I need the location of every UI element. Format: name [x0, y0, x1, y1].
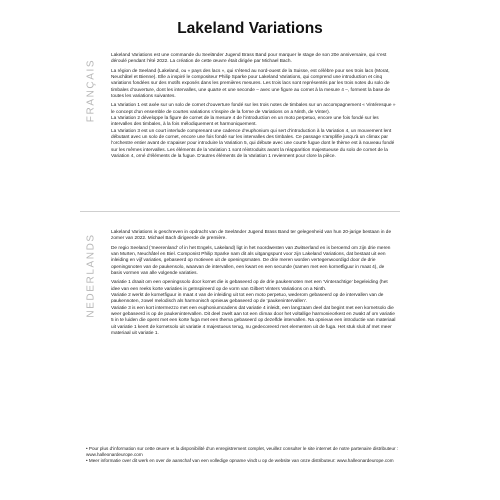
dutch-paragraph-2: De regio Seeland (‘meerenland’ of in het Engels, Lakeland) ligt in het noordwesten van Zwitserland en is beroemd om zijn drie meren van Murten, Neuchâtel en Biel. Componist Philip Sparke nam dit als uitgangspunt voor zijn Lakeland Variations, dat bestaat uit een inleiding en vijf variaties, gebaseerd op motieven uit de openingsmaten. De drie meren worden vertegenwoordigd door de drie openingsnoten van de paukensolo, waarvan de intervallen, een kwart en een secunde (samen met een kornetfiguur in maat 4), de basis vormen van alle volgende variaties.: [111, 245, 391, 276]
section-divider: [80, 211, 400, 212]
dutch-paragraph-1: Lakeland Variations is geschreven in opdracht van de Seeländer Jugend Brass Band ter gelegenheid van hun 20-jarige bestaan in de zomer van 2022. Michael Bach dirigeerde de première.: [111, 230, 392, 242]
french-paragraph-4: La Variation 2 développe la figure de cornet de la mesure 4 de l’introduction en un moto perpetuo, encore une fois fondé sur les intervalles des timbales, à la fois mélodiquement et harmoniquement.: [111, 116, 379, 128]
footer-note-french: • Pour plus d’information sur cette œuvre et la disponibilité d’un enregistrement complet, veuillez consulter le site internet de notre partenaire distributeur : www.halleonardeurope.com: [86, 446, 399, 457]
language-label-dutch: NEDERLANDS: [85, 233, 97, 318]
dutch-paragraph-4: Variatie 2 werkt de kornetfiguur in maat 4 van de inleiding uit tot een moto perpetuo, wederom gebaseerd op de intervallen van de paukennoten, zowel melodisch als harmonisch opnieuw gebaseerd op de ‘paukenintervallen’.: [111, 293, 384, 305]
dutch-section: [111, 230, 396, 340]
footer-notes: [86, 446, 406, 463]
dutch-paragraph-3: Variatie 1 draait om een openingssolo door kornet die is gebaseerd op de drie paukennoten met een ‘Vinterachtige’ begeleiding (het idee van een reeks korte variaties is geïnspireerd op de vorm van Gilbert Vinters Variations on a Ninth.: [111, 280, 388, 292]
dutch-paragraph-5: Variatie 3 is een kort intermezzo met een euphoniumcadens dat variatie 4 inleidt, een langzaam deel dat begint met een kornetsolo die weer gebaseerd is op de paukenintervallen. Dit deel zwelt aan tot een climax door het voltallige harmonieorkest en zwakt af om variatie 5 in te luiden die opent met een korte fuga met een thema gebaseerd op dezelfde intervallen. Na opnieuw een introductie van materiaal uit variatie 1 keert de kornetsolo uit variatie 4 majestueus terug, nu gedecoreerd met elementen uit de fuga. Het stuk sluit af met meer materiaal uit variatie 1.: [111, 305, 396, 336]
language-label-french: FRANÇAIS: [85, 58, 97, 123]
french-paragraph-2: La région de Seeland (Lakeland, ou « pays des lacs », qui s’étend au nord-ouest de la Suisse, est célèbre pour ses trois lacs (Morat, Neuchâtel et Bienne). Elle a inspiré le compositeur Philip Sparke pour Lakeland Variations, qui comprend une introduction et cinq variations fondées sur des motifs exposés dans les premières mesures. Les trois lacs sont représentés par les trois notes du solo de timbales d’ouverture, dont les intervalles, une quarte et une seconde – avec une figure au cornet à la mesure 4 –, forment la base de toutes les variations suivantes.: [111, 68, 390, 99]
french-paragraph-5: La Variation 3 est un court interlude comprenant une cadence d’euphonium qui sert d’introduction à la Variation 4, un mouvement lent débutant avec un solo de cornet, encore une fois fondé sur les intervalles des timbales. Ce passage s’amplifie jusqu’à un climax par l’orchestre entier avant de s’apaiser pour introduire la Variation 5, qui débute avec une courte fugue dont le thème est à nouveau fondé sur les mêmes intervalles. Les éléments de la Variation 1 sont réintroduits avant la réapparition majestueuse du solo de cornet de la Variation 4, orné d’éléments de la fugue. D’autres éléments de la Variation 1 reviennent pour clore la pièce.: [111, 128, 395, 159]
page-title: Lakeland Variations: [177, 20, 323, 37]
french-section: [111, 53, 396, 163]
footer-note-dutch: • Meer informatie over dit werk en over de aanschaf van een volledige opname vindt u op de website van onze distributeur: www.halleonardeurope.com: [86, 457, 394, 463]
french-paragraph-1: Lakeland Variations est une commande du Seeländer Jugend Brass Band pour marquer le stage de son 20e anniversaire, qui s’est déroulé pendant l’été 2022. La création de cette œuvre était dirigée par Michael Bach.: [111, 53, 387, 65]
french-paragraph-3: La Variation 1 est axée sur un solo de cornet d’ouverture fondé sur les trois notes de timbales sur un accompagnement « Vintéresque » le concept d’un ensemble de courtes variations s’inspire de la forme de Variations on a Ninth, de Vinter).: [111, 103, 396, 115]
